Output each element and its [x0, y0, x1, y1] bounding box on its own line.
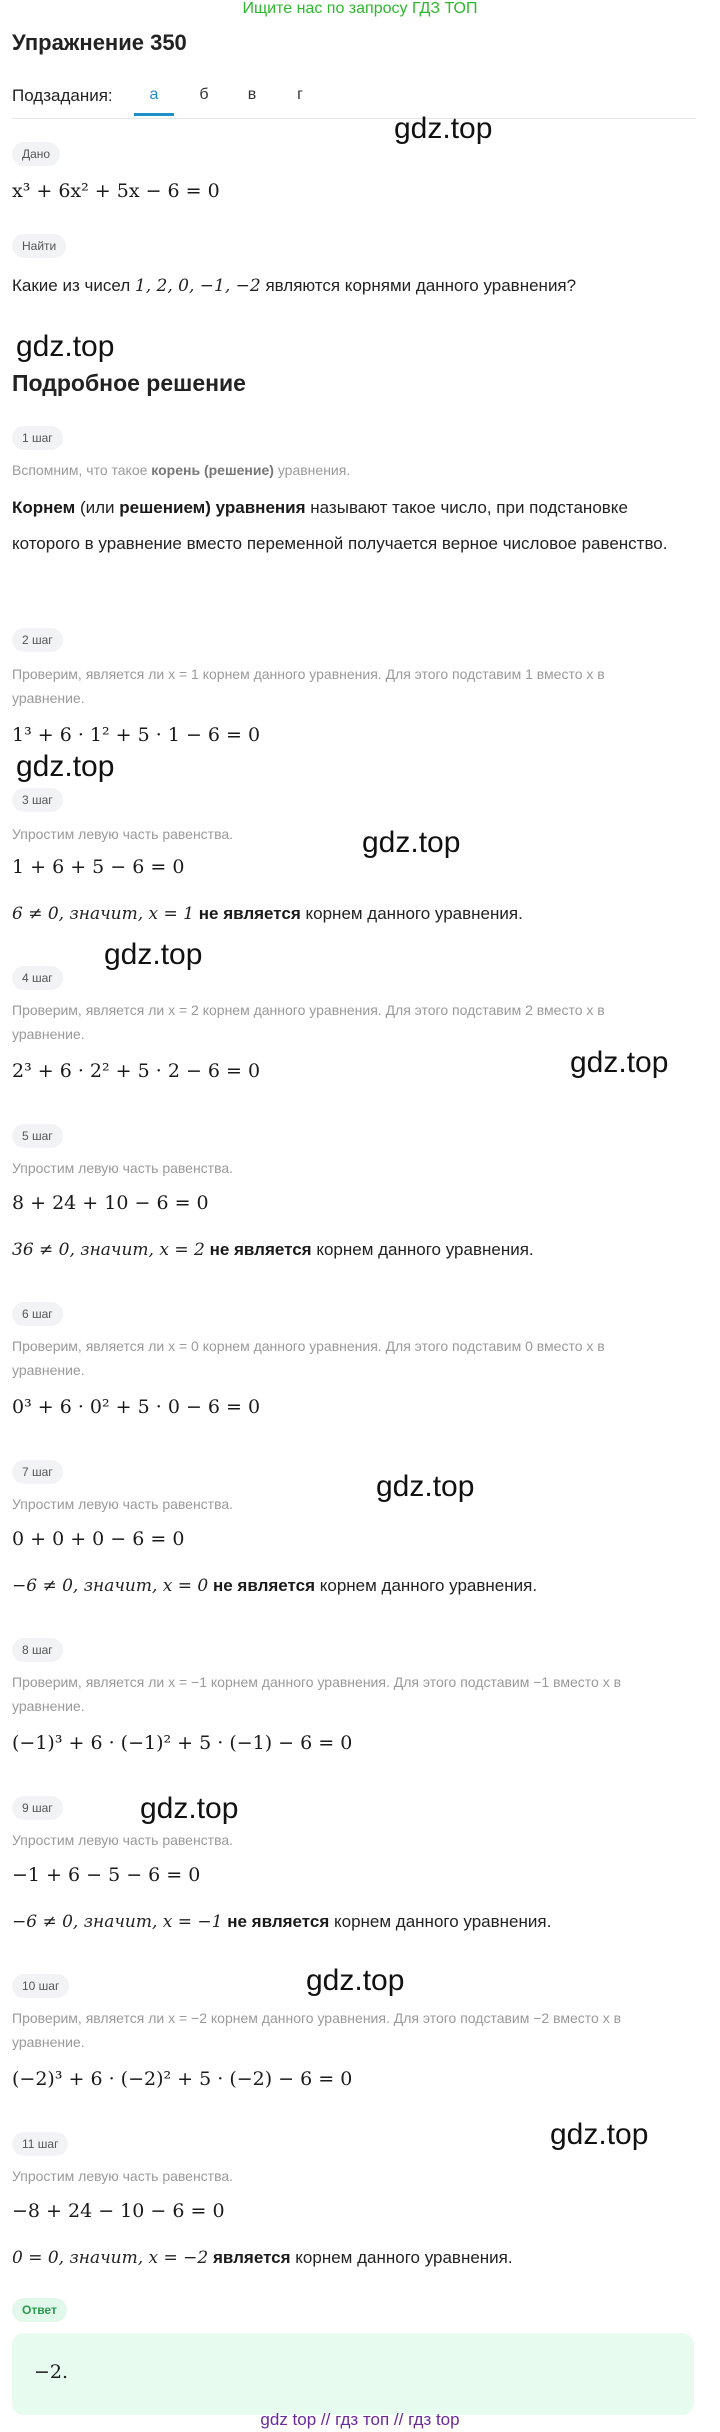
- step-hint: Упростим левую часть равенства.: [12, 1160, 234, 1176]
- step-equation: −1 + 6 − 5 − 6 = 0: [12, 1864, 201, 1886]
- conclusion-math: 6 ≠ 0, значит, x = 1: [12, 904, 195, 924]
- subtasks-bar: [12, 80, 696, 119]
- step-equation: 1³ + 6 · 1² + 5 · 1 − 6 = 0: [12, 724, 261, 746]
- watermark: gdz.top: [140, 1792, 239, 1825]
- conclusion-bold: не является: [212, 1576, 316, 1595]
- step-pill: 5 шаг: [12, 1124, 63, 1148]
- watermark: gdz.top: [570, 1046, 669, 1079]
- conclusion-rest: корнем данного уравнения.: [316, 1240, 534, 1259]
- conclusion-rest: корнем данного уравнения.: [319, 1576, 538, 1595]
- step-equation: 8 + 24 + 10 − 6 = 0: [12, 1192, 209, 1214]
- step-hint: Проверим, является ли x = 1 корнем данного уравнения. Для этого подставим 1 вместо x в уравнение.: [12, 666, 605, 706]
- watermark: gdz.top: [16, 330, 115, 363]
- find-question: [12, 268, 696, 304]
- step-hint: Проверим, является ли x = 0 корнем данного уравнения. Для этого подставим 0 вместо x в уравнение.: [12, 1338, 605, 1378]
- step-hint-c: уравнения.: [277, 462, 351, 478]
- step-equation: 2³ + 6 · 2² + 5 · 2 − 6 = 0: [12, 1060, 261, 1082]
- definition-rest: называют такое число, при подстановке которого в уравнение вместо переменной получается верное числовое равенство.: [12, 498, 668, 553]
- given-equation: x³ + 6x² + 5x − 6 = 0: [12, 180, 220, 202]
- watermark: gdz.top: [16, 750, 115, 783]
- footer-links[interactable]: gdz top // гдз топ // гдз top: [260, 2410, 460, 2429]
- step-pill: 9 шаг: [12, 1796, 63, 1820]
- conclusion-math: −6 ≠ 0, значит, x = 0: [12, 1576, 209, 1596]
- step-conclusion: [12, 2240, 696, 2276]
- step-hint: Упростим левую часть равенства.: [12, 1832, 234, 1848]
- definition-text: [12, 490, 696, 562]
- step-pill: 3 шаг: [12, 788, 63, 812]
- definition-bold1: Корнем: [12, 498, 76, 517]
- top-banner: Ищите нас по запросу ГДЗ ТОП: [242, 0, 478, 17]
- conclusion-rest: корнем данного уравнения.: [305, 904, 523, 923]
- step-pill: 6 шаг: [12, 1302, 63, 1326]
- definition-plain1: (или: [79, 498, 115, 517]
- find-question-prefix: Какие из чисел: [12, 276, 131, 295]
- conclusion-bold: не является: [198, 904, 301, 923]
- step-conclusion: [12, 1568, 696, 1604]
- step-equation: (−2)³ + 6 · (−2)² + 5 · (−2) − 6 = 0: [12, 2068, 353, 2090]
- step-hint: [12, 458, 672, 482]
- tab-b[interactable]: б: [199, 86, 209, 103]
- step-pill: 1 шаг: [12, 426, 63, 450]
- given-pill: Дано: [12, 142, 60, 166]
- conclusion-rest: корнем данного уравнения.: [334, 1912, 552, 1931]
- step-pill: 10 шаг: [12, 1974, 69, 1998]
- step-hint: Упростим левую часть равенства.: [12, 826, 234, 842]
- answer-box: [12, 2333, 694, 2415]
- answer-value: −2.: [34, 2361, 69, 2383]
- step-equation: 0³ + 6 · 0² + 5 · 0 − 6 = 0: [12, 1396, 261, 1418]
- conclusion-math: 36 ≠ 0, значит, x = 2: [12, 1240, 205, 1260]
- step-conclusion: [12, 896, 696, 932]
- conclusion-math: 0 = 0, значит, x = −2: [12, 2248, 209, 2268]
- find-question-suffix: являются корнями данного уравнения?: [265, 276, 577, 295]
- find-pill: Найти: [12, 234, 66, 258]
- step-conclusion: [12, 1904, 696, 1940]
- solution-title: Подробное решение: [12, 370, 246, 396]
- tab-a[interactable]: а: [134, 80, 174, 116]
- step-pill: 8 шаг: [12, 1638, 63, 1662]
- step-pill: 7 шаг: [12, 1460, 63, 1484]
- step-equation: 1 + 6 + 5 − 6 = 0: [12, 856, 185, 878]
- step-hint: Упростим левую часть равенства.: [12, 2168, 234, 2184]
- subtasks-label: Подзадания:: [12, 86, 113, 105]
- step-hint: Упростим левую часть равенства.: [12, 1496, 234, 1512]
- tab-g[interactable]: г: [297, 86, 303, 103]
- page-title: Упражнение 350: [12, 30, 187, 55]
- step-pill: 11 шаг: [12, 2132, 68, 2156]
- watermark: gdz.top: [550, 2118, 649, 2151]
- step-conclusion: [12, 1232, 696, 1268]
- step-hint: Проверим, является ли x = 2 корнем данного уравнения. Для этого подставим 2 вместо x в уравнение.: [12, 1002, 605, 1042]
- step-pill: 2 шаг: [12, 628, 63, 652]
- step-hint-a: Вспомним, что такое: [12, 462, 148, 478]
- watermark: gdz.top: [306, 1964, 405, 1997]
- conclusion-bold: не является: [209, 1240, 312, 1259]
- step-hint: Проверим, является ли x = −2 корнем данного уравнения. Для этого подставим −2 вместо x в уравнение.: [12, 2010, 622, 2050]
- definition-bold3: уравнения: [215, 498, 306, 517]
- answer-pill: Ответ: [12, 2298, 67, 2322]
- step-hint: Проверим, является ли x = −1 корнем данного уравнения. Для этого подставим −1 вместо x в уравнение.: [12, 1674, 622, 1714]
- watermark: gdz.top: [376, 1470, 475, 1503]
- watermark: gdz.top: [104, 938, 203, 971]
- step-hint-b: корень (решение): [151, 462, 274, 478]
- conclusion-math: −6 ≠ 0, значит, x = −1: [12, 1912, 223, 1932]
- step-pill: 4 шаг: [12, 966, 63, 990]
- find-numbers: 1, 2, 0, −1, −2: [134, 276, 261, 296]
- step-equation: −8 + 24 − 10 − 6 = 0: [12, 2200, 225, 2222]
- watermark: gdz.top: [362, 826, 461, 859]
- watermark: gdz.top: [394, 112, 493, 145]
- step-equation: (−1)³ + 6 · (−1)² + 5 · (−1) − 6 = 0: [12, 1732, 353, 1754]
- definition-bold2: решением): [119, 498, 211, 517]
- step-equation: 0 + 0 + 0 − 6 = 0: [12, 1528, 185, 1550]
- conclusion-bold: является: [212, 2248, 291, 2267]
- conclusion-rest: корнем данного уравнения.: [295, 2248, 513, 2267]
- conclusion-bold: не является: [227, 1912, 330, 1931]
- tab-v[interactable]: в: [247, 86, 257, 103]
